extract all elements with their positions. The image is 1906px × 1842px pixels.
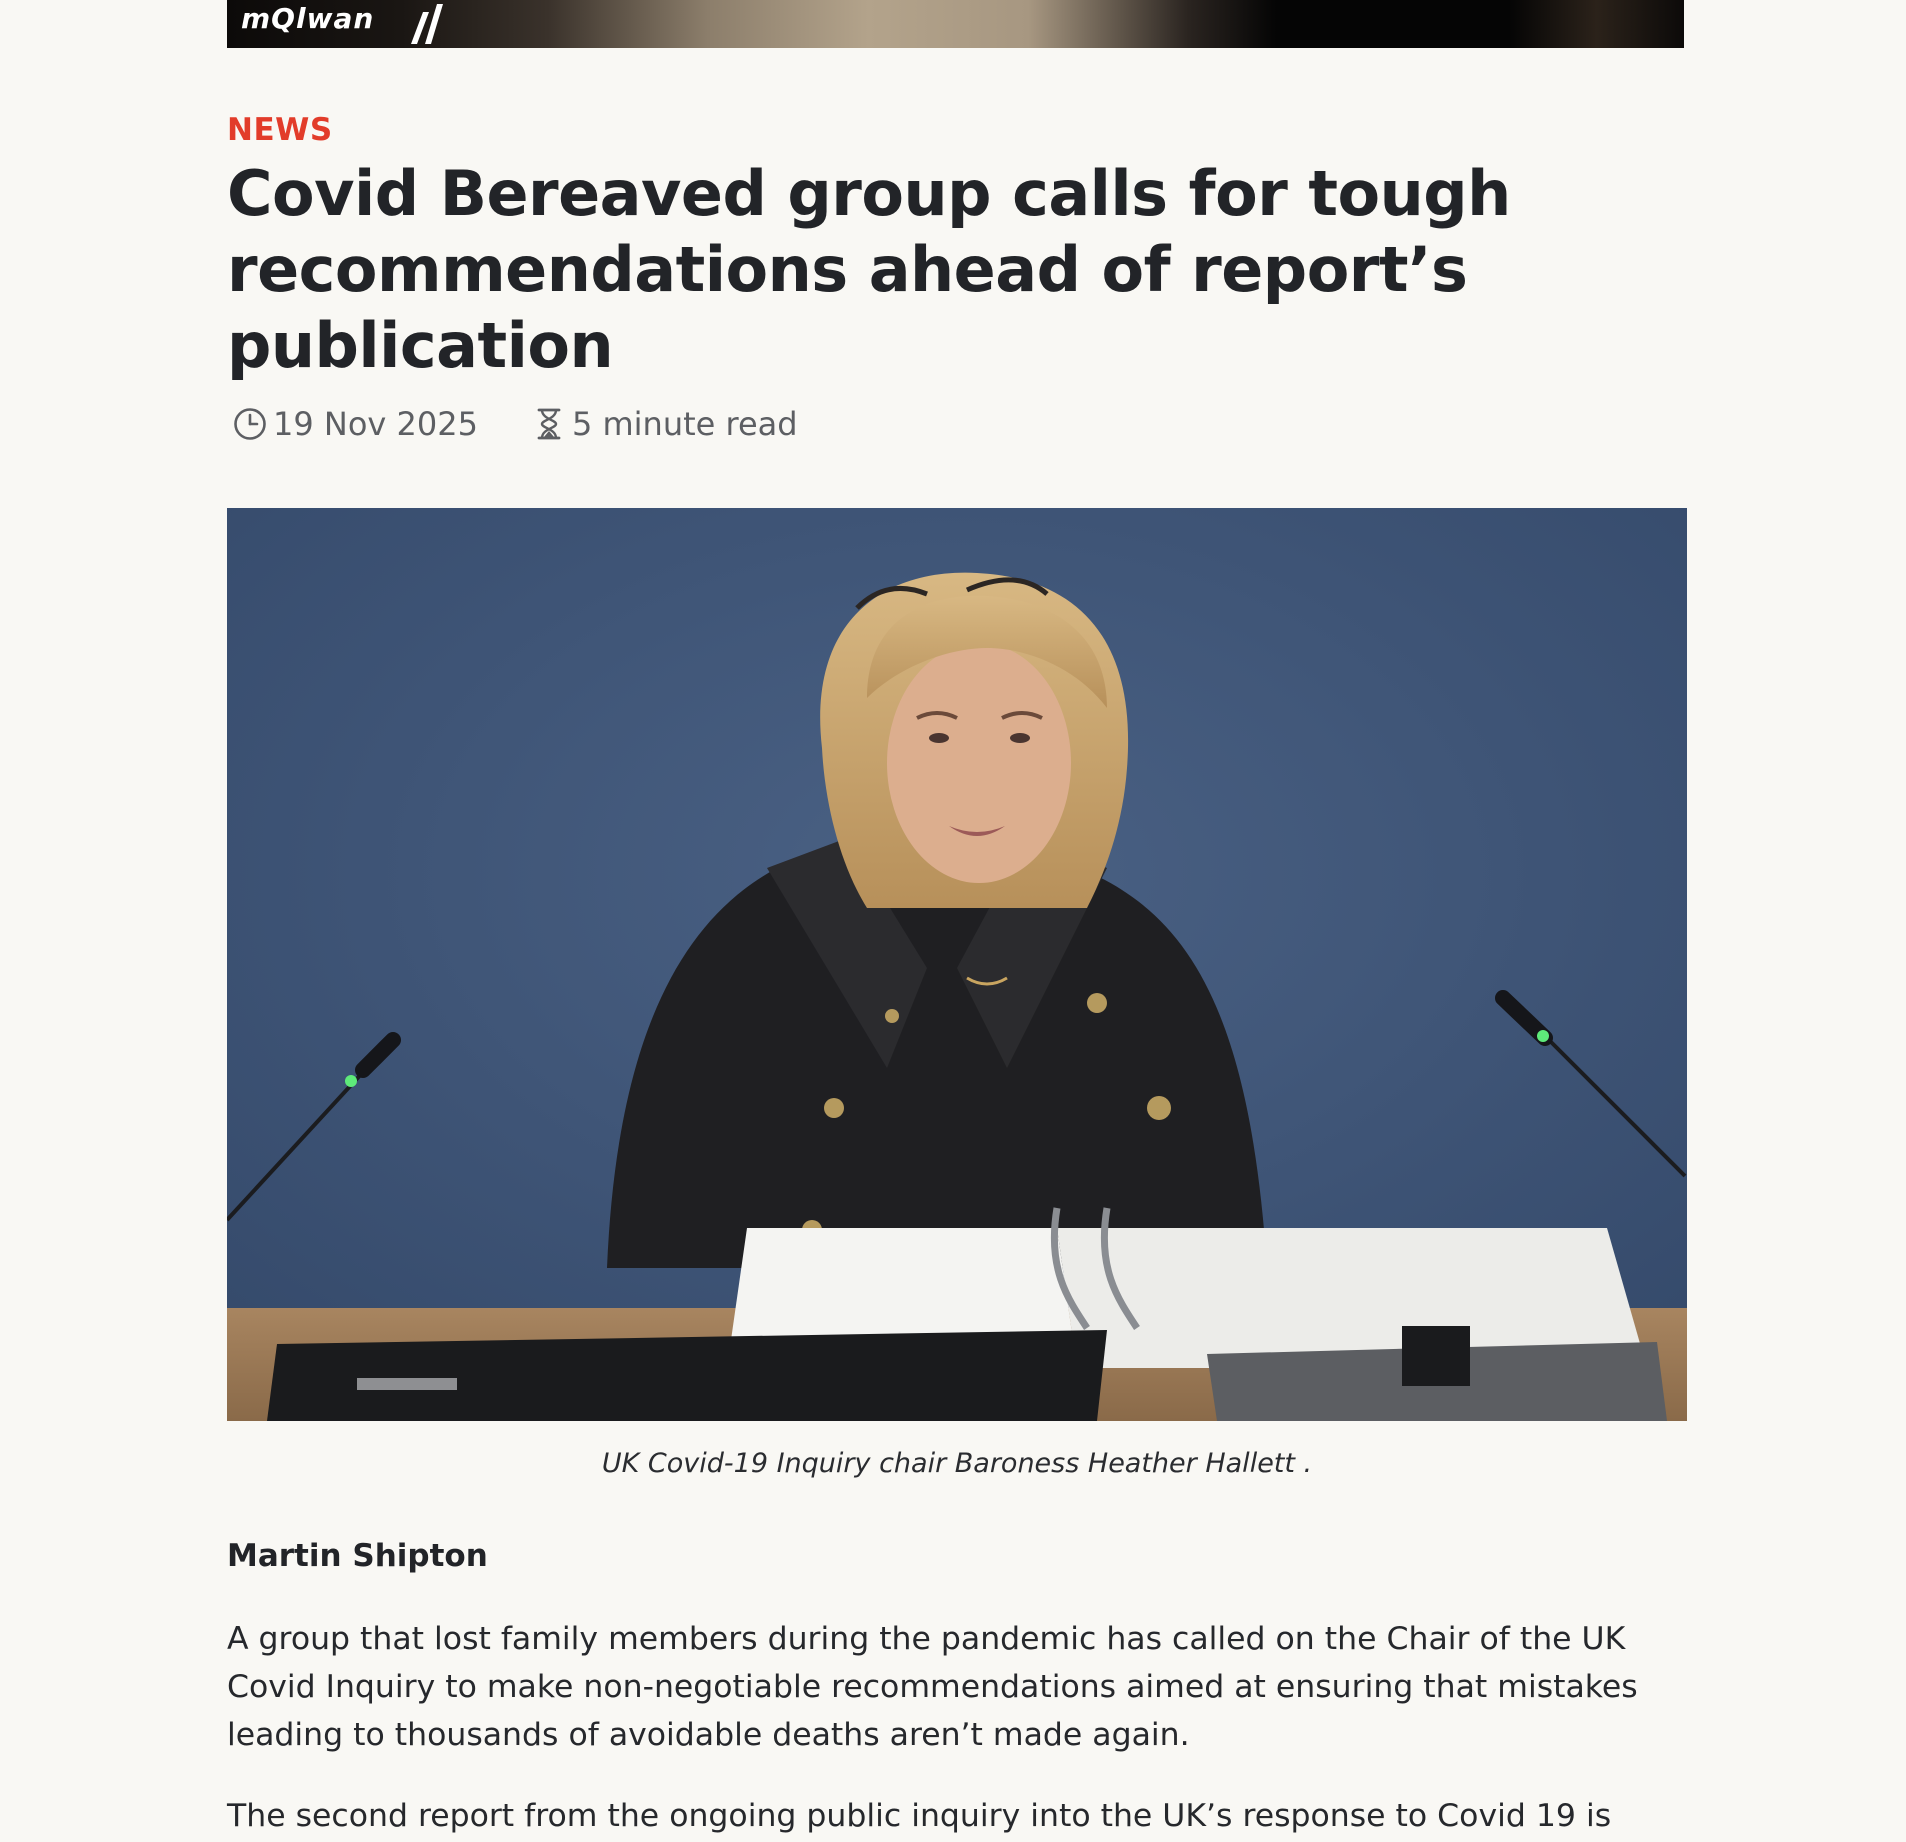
article-paragraph: A group that lost family members during the pandemic has called on the Chair of the UK Covid Inquiry to make non-negotiable recommendations aimed at ensuring that mistakes leading to thousands of avoidable deaths aren’t made again. (227, 1621, 1638, 1753)
article-photo (227, 508, 1687, 1421)
article-date-text: 19 Nov 2025 (273, 405, 478, 443)
clock-icon (233, 407, 267, 441)
image-caption: UK Covid-19 Inquiry chair Baroness Heather Hallett . (601, 1448, 1313, 1479)
hourglass-icon (536, 407, 562, 441)
article-read-time (536, 405, 798, 443)
article-author[interactable]: Martin Shipton (227, 1538, 488, 1574)
top-banner-image[interactable] (227, 0, 1684, 48)
article-category[interactable]: NEWS (227, 112, 333, 148)
article-title: Covid Bereaved group calls for tough recommendations ahead of report’s publication (227, 157, 1511, 382)
banner-slash-icon (397, 4, 447, 44)
banner-logo: mQlwan (241, 2, 375, 35)
article-date (233, 405, 478, 443)
article-read-time-text: 5 minute read (571, 405, 798, 443)
article-meta (233, 402, 798, 446)
article-paragraph: The second report from the ongoing public inquiry into the UK’s response to Covid 19 is (227, 1798, 1612, 1834)
inquiry-chair-photo (227, 508, 1687, 1421)
